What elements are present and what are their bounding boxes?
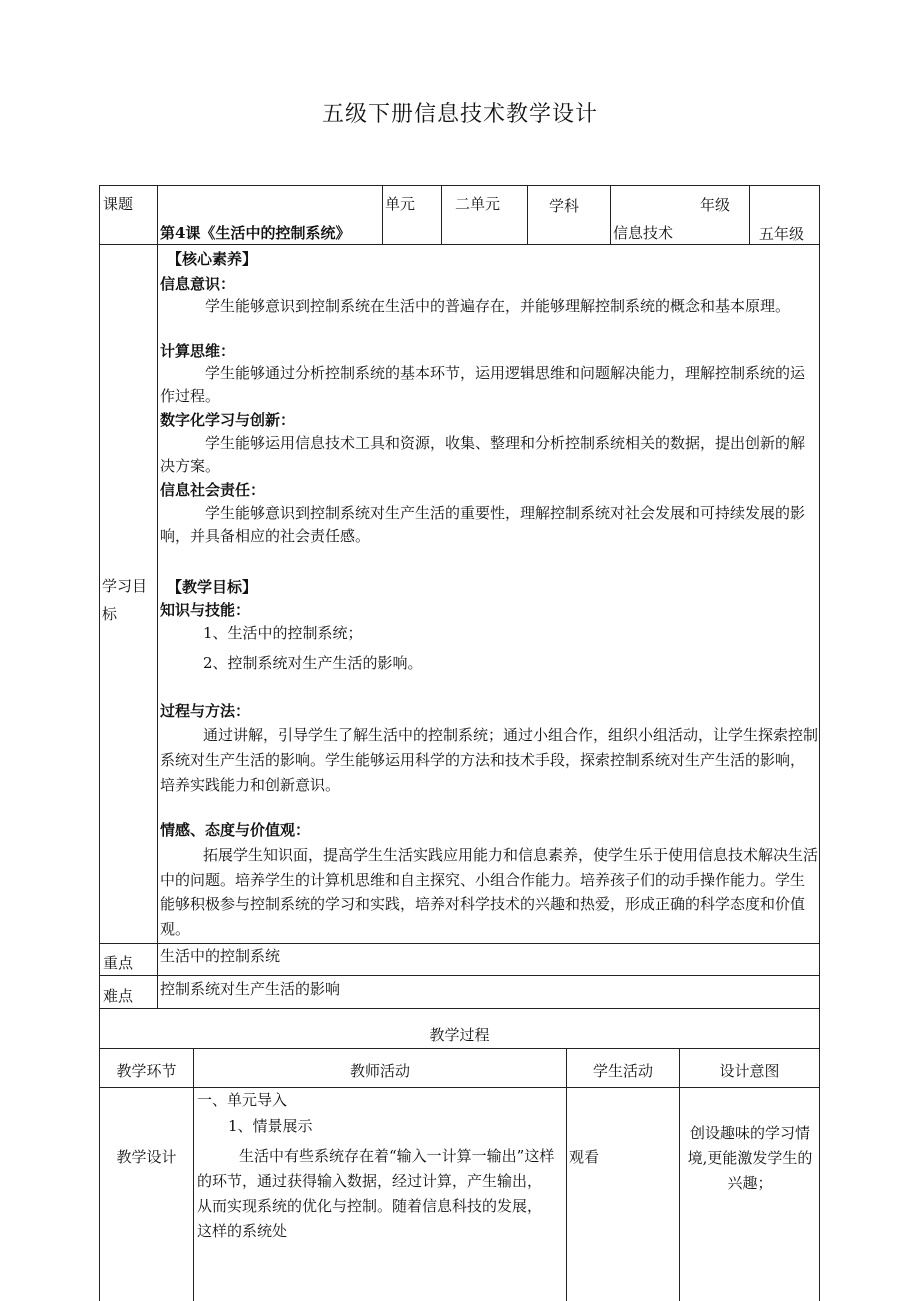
core-item-heading: 信息意识： [160, 275, 236, 293]
grade-value: 五年级 [759, 225, 805, 243]
process-method-heading: 过程与方法： [160, 702, 251, 720]
column-header: 设计意图 [719, 1062, 780, 1080]
core-item-text: 学生能够意识到控制系统对生产生活的重要性，理解控制系统对社会发展和可持续发展的影响，并具备相应的社会责任感。 [160, 504, 806, 545]
unit-label: 单元 [385, 195, 416, 213]
stage-cell: 教学设计 [116, 1148, 177, 1166]
objectives-row-label: 学习目标 [102, 577, 148, 623]
teacher-line: 一、单元导入 [197, 1091, 288, 1109]
knowledge-item: 2、控制系统对生产生活的影响。 [203, 654, 423, 672]
difficulty-value: 控制系统对生产生活的影响 [160, 980, 341, 998]
design-intent: 创设趣味的学习情境,更能激发学生的兴趣； [687, 1124, 813, 1192]
difficulty-label: 难点 [103, 987, 134, 1005]
core-item-text: 学生能够运用信息技术工具和资源，收集、整理和分析控制系统相关的数据，提出创新的解决方案。 [160, 434, 806, 475]
column-header: 教学环节 [116, 1062, 177, 1080]
teacher-line: 1、情景展示 [228, 1117, 313, 1135]
key-point-value: 生活中的控制系统 [160, 947, 281, 965]
knowledge-heading: 知识与技能： [160, 601, 251, 619]
column-header: 学生活动 [592, 1062, 653, 1080]
core-item-heading: 计算思维： [160, 342, 236, 360]
emotion-heading: 情感、态度与价值观： [160, 821, 311, 839]
core-item-text: 学生能够意识到控制系统在生活中的普遍存在，并能够理解控制系统的概念和基本原理。 [205, 297, 791, 315]
teacher-activity-cell [194, 1088, 566, 1301]
column-header: 教师活动 [349, 1062, 410, 1080]
subject-label: 学科 [549, 197, 580, 215]
document-title: 五级下册信息技术教学设计 [321, 102, 598, 127]
teacher-activity-text: 生活中有些系统存在着“输入一计算一输出”这样的环节，通过获得输入数据，经过计算，产生输出，从而实现系统的优化与控制。随着信息科技的发展，这样的系统处 [197, 1147, 555, 1240]
key-point-label: 重点 [103, 954, 134, 972]
core-item-heading: 信息社会责任： [160, 481, 266, 499]
core-item-text: 学生能够通过分析控制系统的基本环节，运用逻辑思维和问题解决能力，理解控制系统的运作过程。 [160, 364, 806, 405]
knowledge-item: 1、生活中的控制系统； [203, 624, 363, 642]
core-item-heading: 数字化学习与创新： [160, 411, 296, 429]
teaching-goals-heading: 【教学目标】 [167, 578, 258, 596]
core-literacy-heading: 【核心素养】 [167, 250, 258, 268]
process-heading: 教学过程 [429, 1026, 490, 1044]
process-method-text: 通过讲解，引导学生了解生活中的控制系统；通过小组合作，组织小组活动，让学生探索控制系统对生产生活的影响。学生能够运用科学的方法和技术手段，探索控制系统对生产生活的影响，培养实践能力和创新意识。 [160, 726, 819, 794]
subject-value: 信息技术 [613, 224, 674, 242]
course-label: 课题 [103, 195, 134, 213]
student-activity: 观看 [569, 1148, 600, 1166]
emotion-text: 拓展学生知识面，提高学生生活实践应用能力和信息素养，使学生乐于使用信息技术解决生活中的问题。培养学生的计算机思维和自主探究、小组合作能力。培养孩子们的动手操作能力。学生能够积极参与控制系统的学习和实践，培养对科学技术的兴趣和热爱，形成正确的科学态度和价值观。 [160, 846, 819, 938]
grade-label: 年级 [700, 196, 731, 214]
unit-value: 二单元 [455, 195, 501, 213]
course-title: 第4课《生活中的控制系统》 [160, 224, 351, 242]
